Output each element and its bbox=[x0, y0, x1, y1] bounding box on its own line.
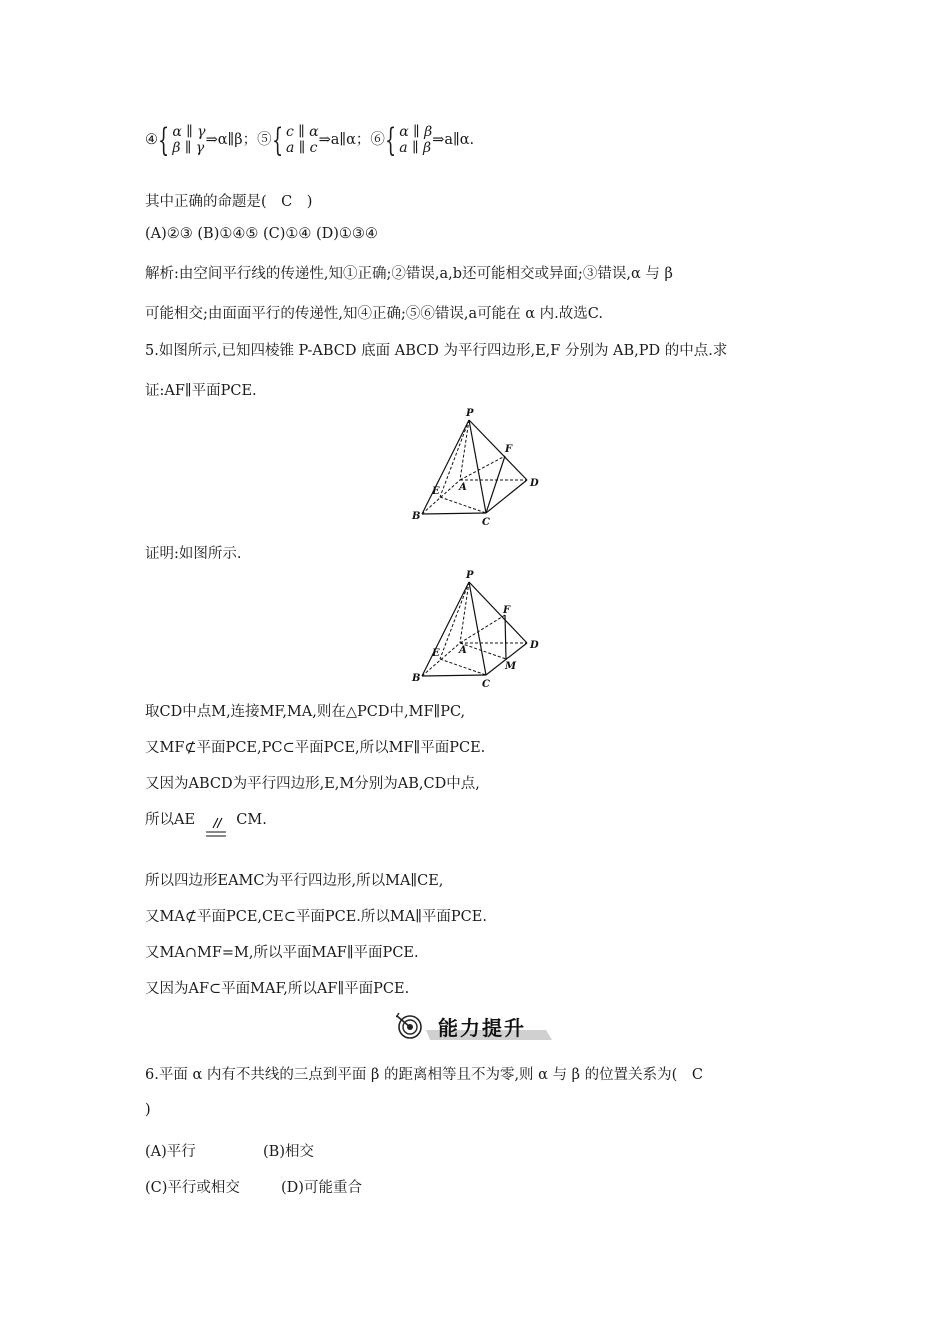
proof-line4-end: CM. bbox=[236, 812, 267, 828]
item4-circle: ④ bbox=[145, 132, 158, 148]
proof-line4 bbox=[145, 808, 267, 846]
q4-prompt: 其中正确的命题是( C ) bbox=[145, 194, 313, 210]
q6-option-b: (B)相交 bbox=[263, 1144, 314, 1160]
label-p: P bbox=[466, 570, 474, 581]
q6-options-row2 bbox=[145, 1176, 362, 1197]
label-e: E bbox=[432, 486, 440, 497]
q4-analysis-line1: 解析:由空间平行线的传递性,知①正确;②错误,a,b还可能相交或异面;③错误,α 与 β bbox=[145, 266, 673, 282]
q4-analysis-line2: 可能相交;由面面平行的传递性,知④正确;⑤⑥错误,a可能在 α 内.故选C. bbox=[145, 306, 603, 322]
label-e: E bbox=[432, 648, 440, 659]
q5-line1: 5.如图所示,已知四棱锥 P-ABCD 底面 ABCD 为平行四边形,E,F 分别为 AB,PD 的中点.求 bbox=[145, 343, 728, 359]
proof-line8: 又因为AF⊂平面MAF,所以AF∥平面PCE. bbox=[145, 981, 410, 997]
proof-line6: 又MA⊄平面PCE,CE⊂平面PCE.所以MA∥平面PCE. bbox=[145, 909, 487, 925]
q4-options: (A)②③ (B)①④⑤ (C)①④ (D)①③④ bbox=[145, 226, 378, 242]
label-b: B bbox=[412, 511, 421, 522]
label-c: C bbox=[482, 679, 490, 690]
pyramid-figure-1 bbox=[400, 406, 550, 531]
section-title: 能力提升 bbox=[438, 1016, 526, 1040]
proof-intro: 证明:如图所示. bbox=[145, 546, 242, 562]
item5-circle: ⑤ bbox=[257, 132, 272, 148]
target-icon bbox=[396, 1013, 421, 1038]
q6-option-c: (C)平行或相交 bbox=[145, 1180, 240, 1196]
q6-option-d: (D)可能重合 bbox=[281, 1180, 362, 1196]
q6-line2: ) bbox=[145, 1102, 151, 1118]
label-c: C bbox=[482, 517, 490, 528]
q5-line2: 证:AF∥平面PCE. bbox=[145, 383, 257, 399]
label-m: M bbox=[505, 661, 517, 672]
item6-circle: ⑥ bbox=[370, 132, 385, 148]
parallel-equal-icon bbox=[202, 814, 230, 846]
proof-line1: 取CD中点M,连接MF,MA,则在△PCD中,MF∥PC, bbox=[145, 704, 466, 720]
pyramid-figure-2 bbox=[400, 567, 550, 692]
proof-line5: 所以四边形EAMC为平行四边形,所以MA∥CE, bbox=[145, 873, 444, 889]
item5-result: ⇒a∥α； bbox=[318, 132, 371, 148]
label-d: D bbox=[530, 640, 539, 651]
brace-icon: { bbox=[271, 121, 283, 159]
label-p: P bbox=[466, 408, 474, 419]
proof-line4-start: 所以AE bbox=[145, 812, 196, 828]
label-a: A bbox=[459, 482, 467, 493]
item4-result: ⇒α∥β； bbox=[205, 132, 258, 148]
item6-system: α ∥ β a ∥ β bbox=[399, 124, 433, 156]
brace-icon: { bbox=[158, 121, 170, 159]
q6-line1: 6.平面 α 内有不共线的三点到平面 β 的距离相等且不为零,则 α 与 β 的位置关系为( C bbox=[145, 1067, 703, 1083]
item5-system: c ∥ α a ∥ c bbox=[285, 124, 319, 156]
label-b: B bbox=[412, 673, 421, 684]
item6-result: ⇒a∥α. bbox=[432, 132, 475, 148]
label-f: F bbox=[503, 605, 511, 616]
item4-system: α ∥ γ β ∥ γ bbox=[172, 124, 206, 156]
q6-options-row1 bbox=[145, 1140, 314, 1161]
proof-line7: 又MA∩MF=M,所以平面MAF∥平面PCE. bbox=[145, 945, 419, 961]
label-a: A bbox=[459, 645, 467, 656]
proof-line2: 又MF⊄平面PCE,PC⊂平面PCE,所以MF∥平面PCE. bbox=[145, 740, 486, 756]
propositions-line bbox=[145, 121, 475, 159]
proof-line3: 又因为ABCD为平行四边形,E,M分别为AB,CD中点, bbox=[145, 776, 480, 792]
brace-icon: { bbox=[384, 121, 397, 159]
label-f: F bbox=[505, 444, 513, 455]
q6-option-a: (A)平行 bbox=[145, 1144, 196, 1160]
label-d: D bbox=[530, 478, 539, 489]
